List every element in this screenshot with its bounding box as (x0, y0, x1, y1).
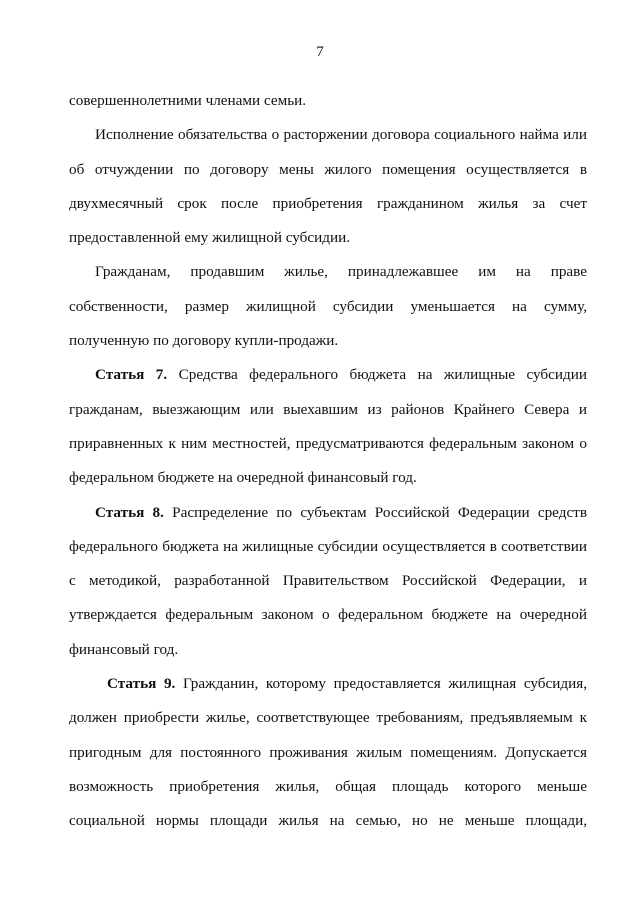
line-text: возможность приобретения жилья, общая площадь которого меньше (69, 777, 587, 795)
line-text: Гражданин, которому предоставляется жилищная субсидия, (175, 675, 587, 693)
line-text: об отчуждении по договору мены жилого помещения осуществляется в (69, 160, 587, 178)
text-line (69, 84, 587, 118)
line-text: федеральном бюджете на очередной финансовый год. (69, 469, 417, 487)
article-heading: Статья 7. (95, 366, 168, 384)
line-text: социальной нормы площади жилья на семью, но не меньше площади, (69, 812, 587, 830)
text-line (69, 804, 587, 838)
paragraph (69, 118, 587, 255)
paragraph (69, 255, 587, 358)
text-line (69, 221, 587, 255)
text-line (69, 530, 587, 564)
text-line (69, 770, 587, 804)
text-line (69, 358, 587, 392)
line-text: должен приобрести жилье, соответствующее требованиям, предъявляемым к (69, 709, 587, 727)
line-text: утверждается федеральным законом о федеральном бюджете на очередной (69, 606, 587, 624)
text-line (69, 701, 587, 735)
line-text: пригодным для постоянного проживания жилым помещениям. Допускается (69, 743, 587, 761)
page-number: 7 (316, 44, 324, 60)
line-text: приравненных к ним местностей, предусматриваются федеральным законом о (69, 434, 587, 452)
line-text: гражданам, выезжающим или выехавшим из районов Крайнего Севера и (69, 400, 587, 418)
text-line (69, 427, 587, 461)
line-text: Исполнение обязательства о расторжении договора социального найма или (95, 126, 587, 144)
text-line (69, 461, 587, 495)
line-text: Распределение по субъектам Российской Федерации средств (163, 503, 587, 521)
line-text: с методикой, разработанной Правительством Российской Федерации, и (69, 572, 587, 590)
text-line (69, 118, 587, 152)
article-heading: Статья 8. (95, 503, 164, 521)
line-text: собственности, размер жилищной субсидии уменьшается на сумму, (69, 297, 587, 315)
text-line (69, 667, 587, 701)
line-text: Гражданам, продавшим жилье, принадлежавшее им на праве (95, 263, 587, 281)
document-body (69, 84, 587, 839)
article-heading: Статья 9. (107, 675, 176, 693)
line-text: финансовый год. (69, 640, 179, 658)
line-text: Средства федерального бюджета на жилищные субсидии (167, 366, 587, 384)
text-line (69, 324, 587, 358)
article-paragraph (69, 358, 587, 495)
text-line (69, 496, 587, 530)
text-line (69, 633, 587, 667)
line-text: двухмесячный срок после приобретения гражданином жилья за счет (69, 194, 587, 212)
article-paragraph (69, 496, 587, 667)
text-line (69, 564, 587, 598)
article-paragraph (69, 667, 587, 838)
text-line (69, 290, 587, 324)
text-line (69, 153, 587, 187)
line-text: полученную по договору купли-продажи. (69, 332, 339, 350)
line-text: федерального бюджета на жилищные субсидии осуществляется в соответствии (69, 537, 587, 555)
text-line (69, 255, 587, 289)
text-line (69, 598, 587, 632)
text-line (69, 393, 587, 427)
text-line (69, 187, 587, 221)
text-line (69, 736, 587, 770)
line-text: совершеннолетними членами семьи. (69, 92, 307, 109)
line-text: предоставленной ему жилищной субсидии. (69, 229, 351, 247)
paragraph (69, 84, 587, 118)
